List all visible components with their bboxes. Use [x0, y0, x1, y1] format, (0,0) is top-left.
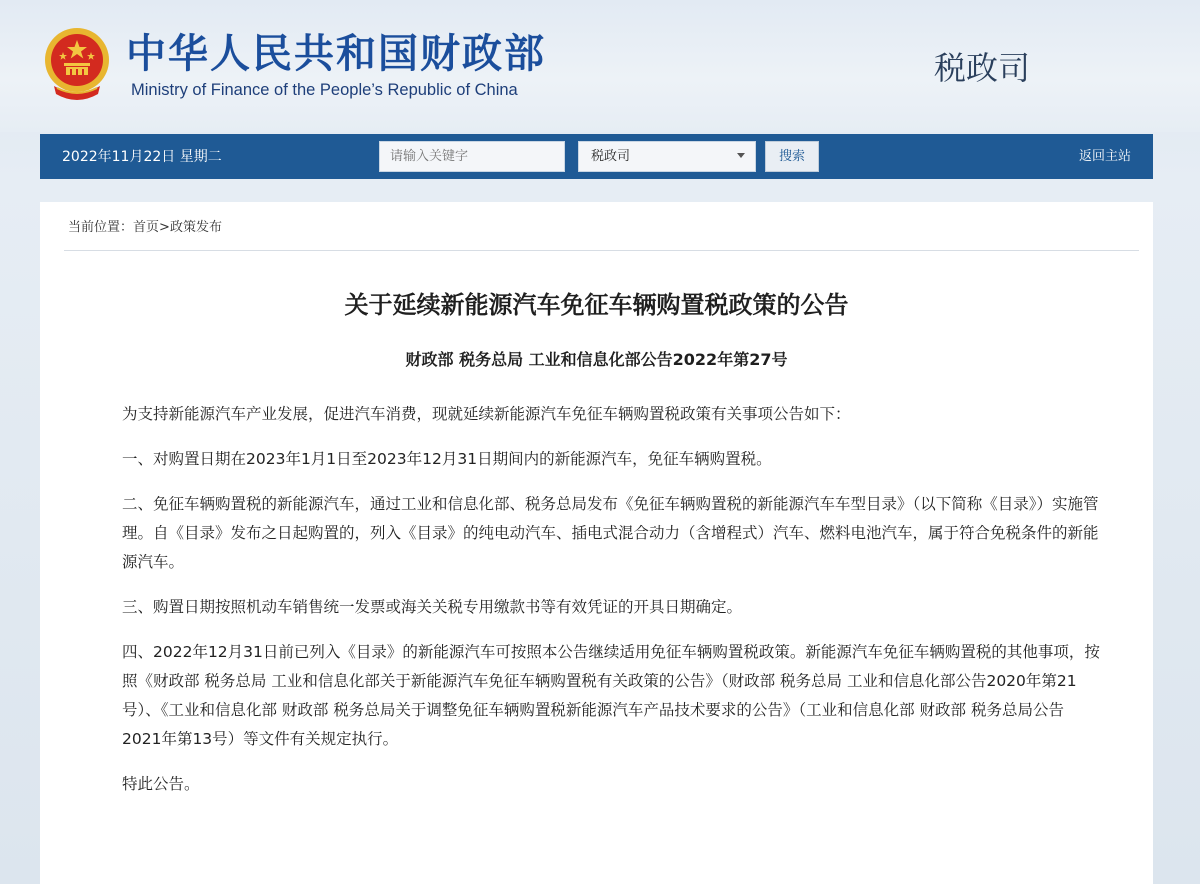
breadcrumb-current-link[interactable]: 政策发布	[169, 220, 222, 235]
article-paragraph: 二、免征车辆购置税的新能源汽车，通过工业和信息化部、税务总局发布《免征车辆购置税的新能源汽车车型目录》（以下简称《目录》）实施管理。自《目录》发布之日起购置的，列入《目录》的纯电动汽车、插电式混合动力（含增程式）汽车、燃料电池汽车，属于符合免税条件的新能源汽车。	[122, 495, 1099, 571]
article-body	[122, 400, 1102, 815]
top-navbar	[40, 134, 1153, 179]
article-paragraph: 三、购置日期按照机动车销售统一发票或海关关税专用缴款书等有效凭证的开具日期确定。	[122, 598, 743, 616]
national-emblem-icon	[42, 26, 112, 102]
breadcrumb-prefix: 当前位置：	[68, 220, 134, 235]
breadcrumb	[68, 218, 222, 238]
article-title: 关于延续新能源汽车免征车辆购置税政策的公告	[344, 291, 849, 319]
site-name-en: Ministry of Finance of the People’s Republic of China	[131, 81, 518, 99]
breadcrumb-separator: >	[159, 220, 170, 235]
department-name: 税政司	[934, 49, 1031, 87]
current-date: 2022年11月22日 星期二	[62, 149, 222, 165]
article-paragraph: 为支持新能源汽车产业发展，促进汽车消费，现就延续新能源汽车免征车辆购置税政策有关事项公告如下：	[122, 405, 851, 423]
search-input[interactable]	[379, 141, 565, 172]
article-panel	[40, 202, 1153, 884]
breadcrumb-home-link[interactable]: 首页	[133, 220, 160, 235]
search-button[interactable]: 搜索	[765, 141, 819, 172]
article-subtitle: 财政部 税务总局 工业和信息化部公告2022年第27号	[405, 350, 788, 369]
return-home-link[interactable]: 返回主站	[1078, 149, 1131, 164]
breadcrumb-divider	[64, 250, 1139, 251]
site-header	[0, 0, 1200, 132]
department-select[interactable]	[578, 141, 756, 172]
department-select-value: 税政司	[591, 149, 631, 164]
article-paragraph: 特此公告。	[122, 775, 200, 793]
site-name-cn: 中华人民共和国财政部	[126, 31, 546, 77]
article-paragraph: 四、2022年12月31日前已列入《目录》的新能源汽车可按照本公告继续适用免征车辆购置税政策。新能源汽车免征车辆购置税的其他事项，按照《财政部 税务总局 工业和信息化部关于新能源汽车免征车辆购置税有关政策的公告》（财政部 税务总局 工业和信息化部公告2020年第21号）、《工业和信息化部 财政部 税务总局关于调整免征车辆购置税新能源汽车产品技术要求的公告》（工业和信息化部 财政部 税务总局公告2021年第13号）等文件有关规定执行。	[122, 643, 1100, 748]
chevron-down-icon	[737, 153, 745, 158]
article-paragraph: 一、对购置日期在2023年1月1日至2023年12月31日期间内的新能源汽车，免征车辆购置税。	[122, 450, 772, 468]
